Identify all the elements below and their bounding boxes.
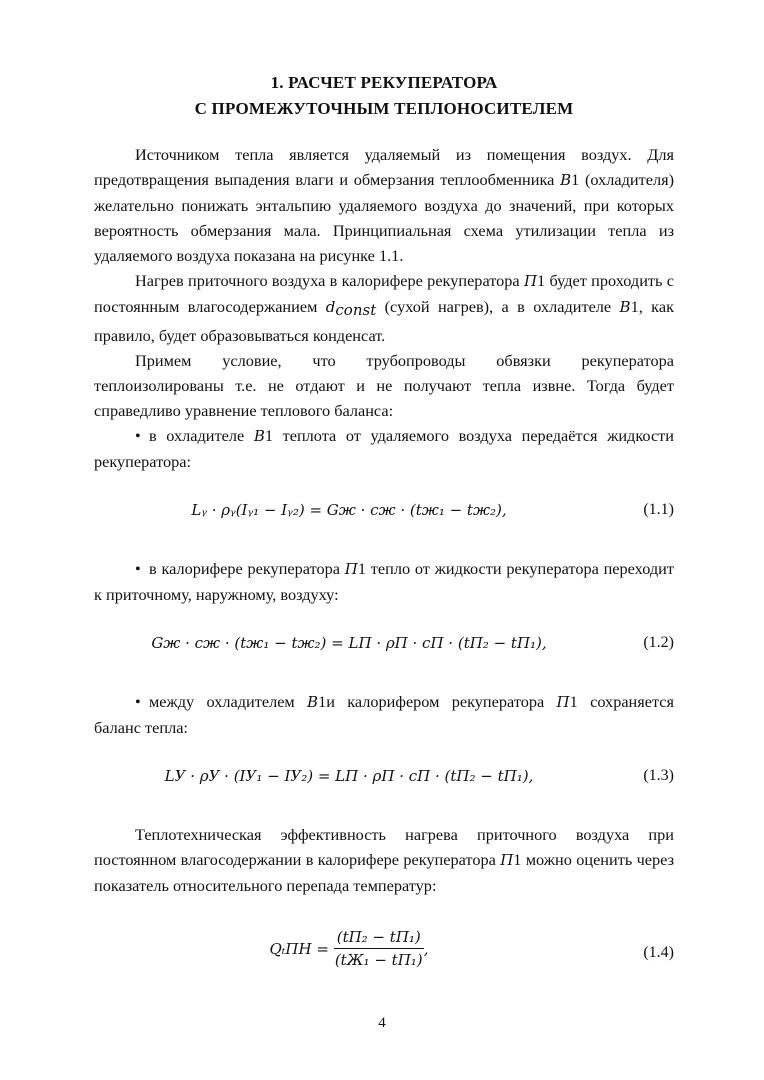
fraction-numerator: (tП₂ − tП₁) <box>334 928 424 949</box>
bullet-cooler: • в охладителе В1 теплота от удаляемого воздуха передаётся жидкости рекуператора: <box>94 423 674 474</box>
bullet-balance: • между охладителем В1и калорифером рекуператора П1 сохраняется баланс тепла: <box>94 689 674 740</box>
paragraph-heat-source: Источником тепла является удаляемый из помещения воздух. Для предотвращения выпадения влаги и обмерзания теплообменника В1 (охладителя) желательно понижать энтальпию удаляемого воздуха до значений, при которых вероятность обмерзания мала. Принципиальная схема утилизации тепла из удаляемого воздуха показана на рисунке 1.1. <box>94 145 675 265</box>
equation-fraction <box>334 928 424 969</box>
bullet-icon: • <box>135 692 141 711</box>
bullet-heater: • в калорифере рекуператора П1 тепло от жидкости рекуператора переходит к приточному, наружному, воздуху: <box>94 556 674 607</box>
equation-1-1 <box>94 498 674 528</box>
bullet-icon: • <box>135 559 141 578</box>
equation-number: (1.1) <box>643 501 674 518</box>
equation-expression <box>94 928 604 969</box>
paragraph-efficiency: Теплотехническая эффективность нагрева приточного воздуха при постоянном влагосодержании в калорифере рекуператора П1 можно оценить через показатель относительного перепада температур: <box>94 825 675 895</box>
equation-lhs: QₜПН = <box>269 939 329 958</box>
section-title <box>94 70 674 122</box>
equation-number: (1.3) <box>643 767 674 784</box>
bullet-icon: • <box>135 426 141 445</box>
paragraph-assumption: Примем условие, что трубопроводы обвязки рекуператора теплоизолированы т.е. не отдают и не получают тепла извне. Тогда будет справедливо уравнение теплового баланса: <box>94 351 674 420</box>
equation-expression: LУ · ρУ · (IУ₁ − IУ₂) = LП · ρП · cП · (tП₂ − tП₁), <box>164 767 534 785</box>
section-title-line2: С ПРОМЕЖУТОЧНЫМ ТЕПЛОНОСИТЕЛЕМ <box>194 99 574 118</box>
equation-1-4 <box>94 920 674 982</box>
page-number: 4 <box>378 1015 386 1031</box>
equation-expression: Lᵧ · ρᵧ(Iᵧ₁ − Iᵧ₂) = Gж · cж · (tж₁ − tж₂), <box>191 501 507 519</box>
section-title-line1: 1. РАСЧЕТ РЕКУПЕРАТОРА <box>270 73 498 92</box>
equation-tail: , <box>423 939 429 958</box>
equation-expression: Gж · cж · (tж₁ − tж₂) = LП · ρП · cП · (tП₂ − tП₁), <box>151 634 547 652</box>
fraction-denominator: (tЖ₁ − tП₁) <box>334 951 423 969</box>
paragraph-supply-heating: Нагрев приточного воздуха в калорифере рекуператора П1 будет проходить с постоянным влагосодержанием $d_{const}$ (сухой нагрев), а в охладителе В1, как правило, будет образовываться конденсат. <box>94 271 674 345</box>
equation-1-2 <box>94 631 674 661</box>
equation-number: (1.2) <box>643 634 674 651</box>
equation-1-3 <box>94 764 674 794</box>
equation-number: (1.4) <box>643 944 674 961</box>
